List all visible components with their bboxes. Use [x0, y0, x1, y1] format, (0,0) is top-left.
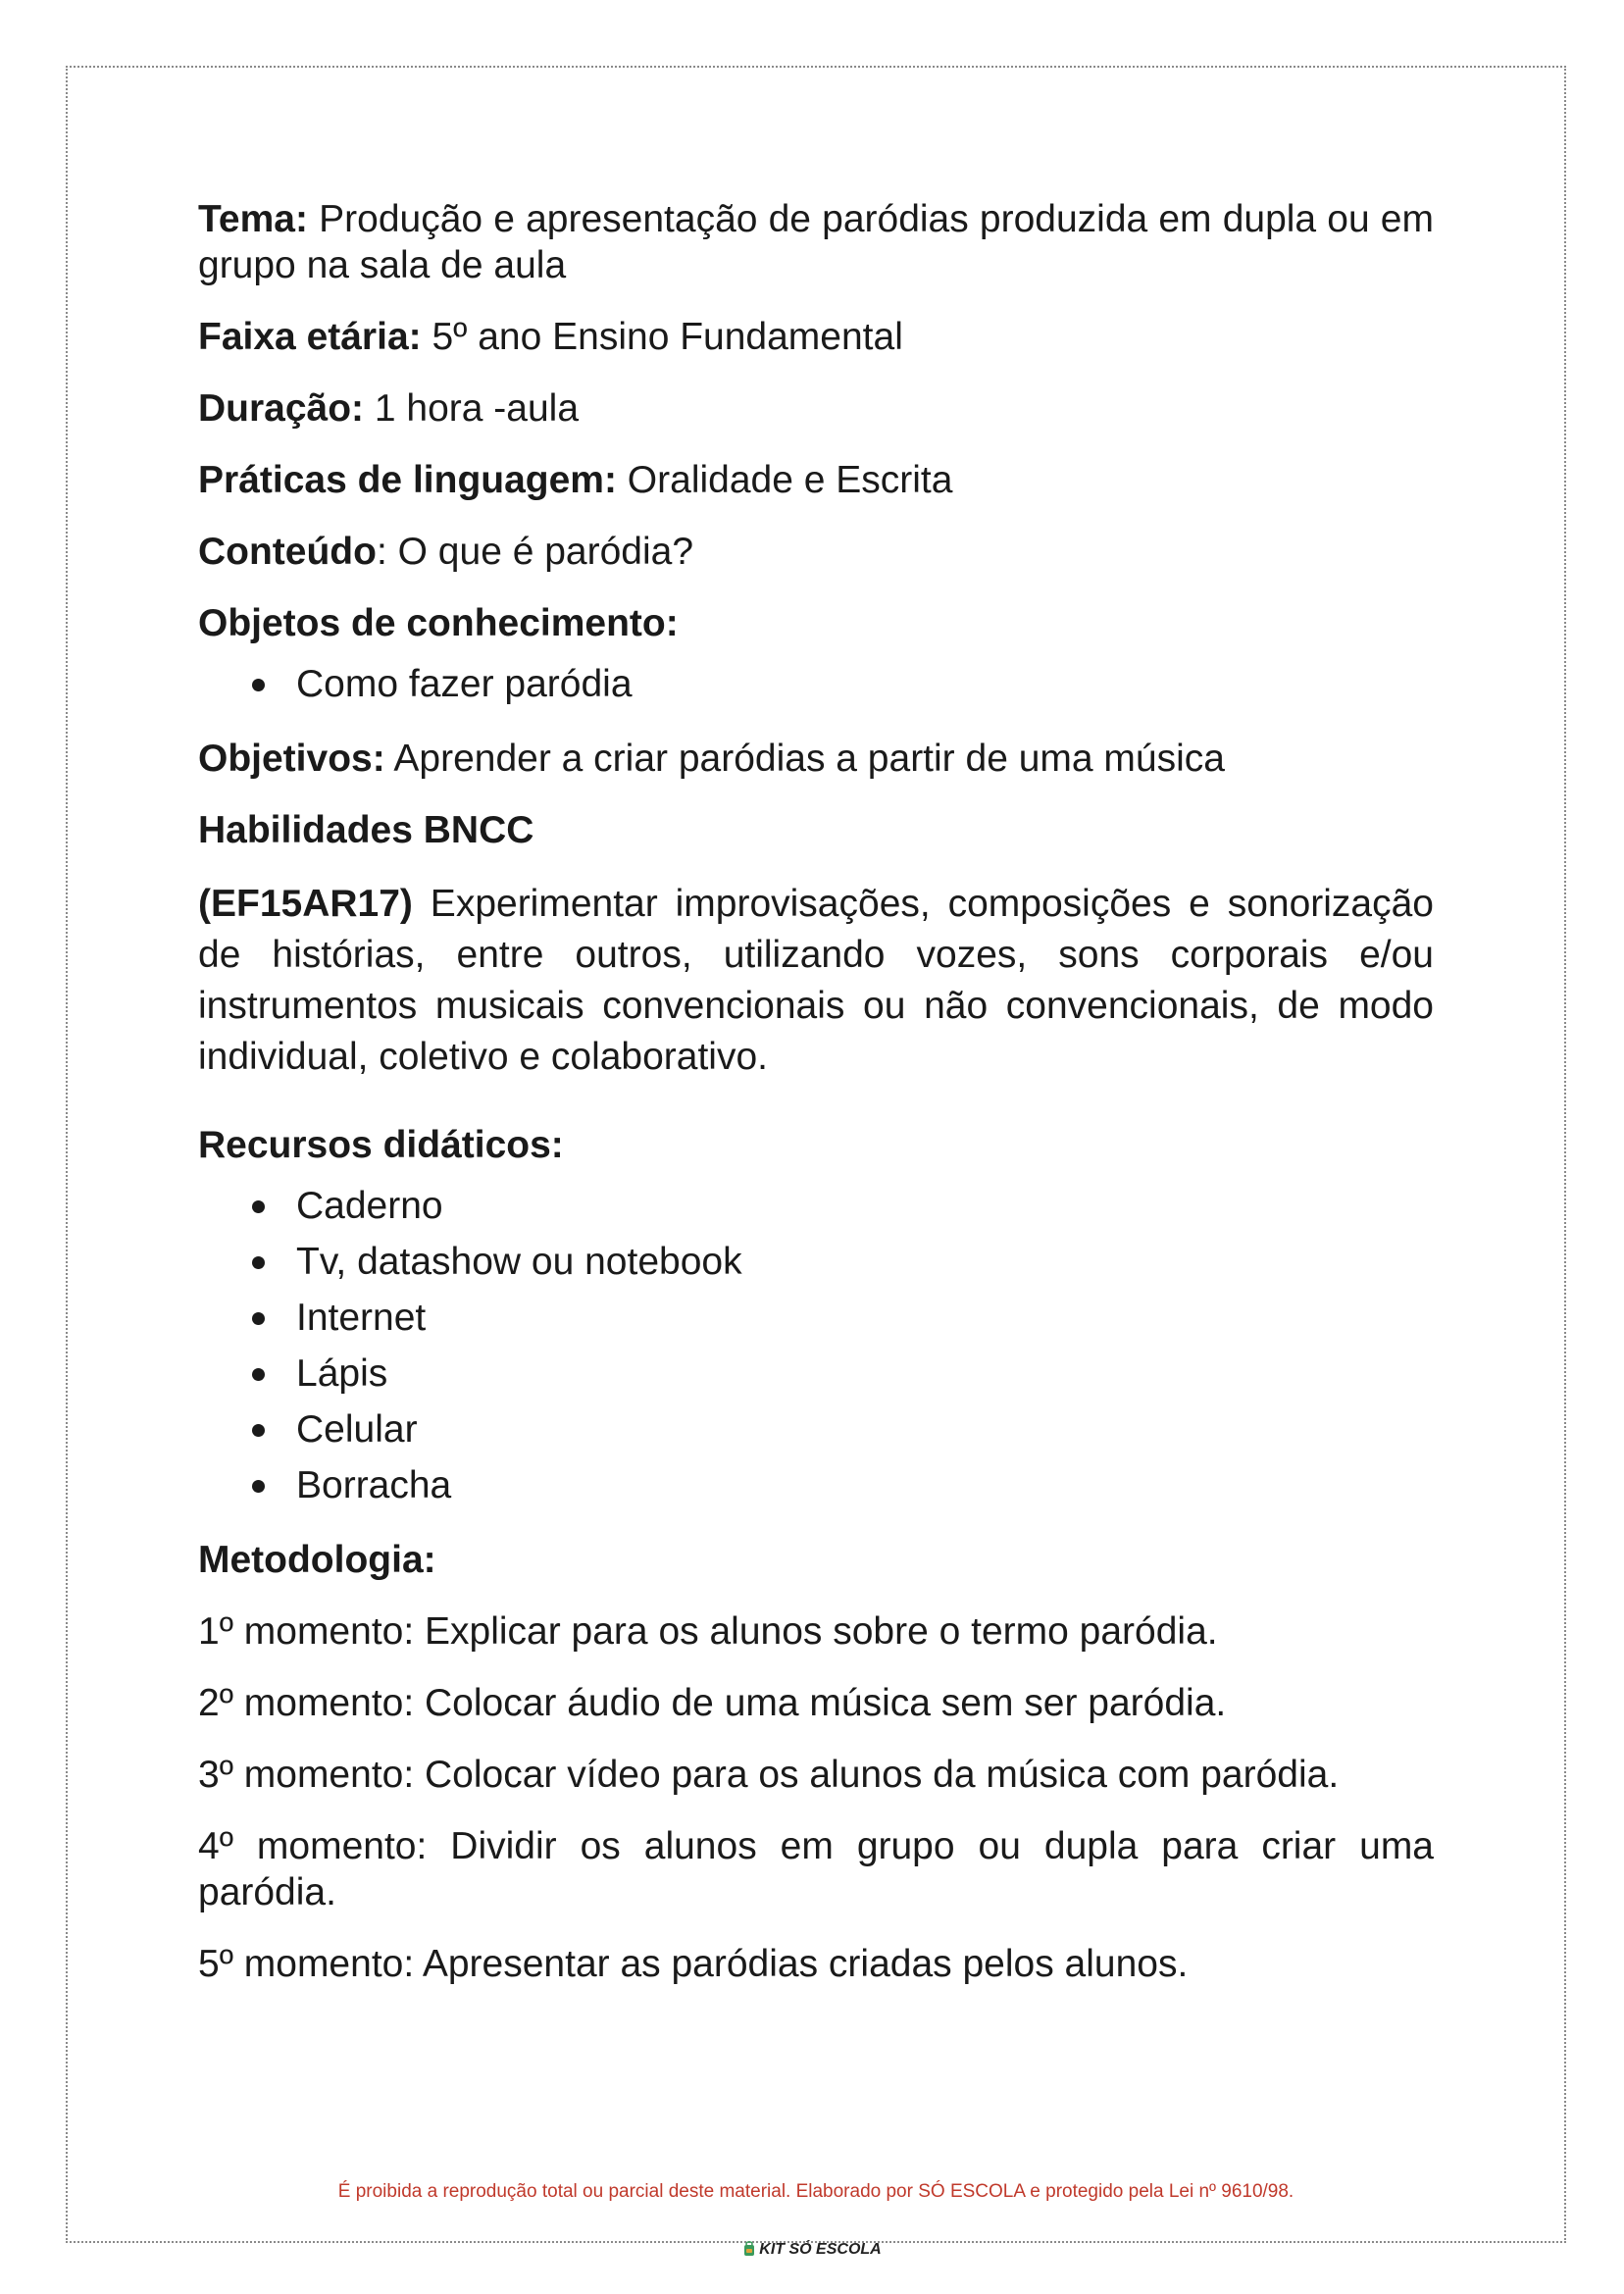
metodologia-step: 3º momento: Colocar vídeo para os alunos da música com paródia.	[198, 1754, 1340, 1796]
list-item: Celular	[249, 1402, 1434, 1457]
brand-logo	[0, 2241, 1624, 2259]
objetivos-label: Objetivos:	[198, 738, 385, 780]
list-item: Tv, datashow ou notebook	[249, 1234, 1434, 1290]
metodologia-label: Metodologia:	[198, 1539, 436, 1581]
duracao-label: Duração:	[198, 387, 365, 430]
habilidade-ef15ar17	[198, 879, 1434, 1083]
objetivos-line	[198, 736, 1434, 782]
objetos-label: Objetos de conhecimento:	[198, 602, 679, 644]
metodologia-step: 4º momento: Dividir os alunos em grupo ou dupla para criar uma paródia.	[198, 1825, 1434, 1913]
recursos-heading	[198, 1122, 1434, 1168]
habilidades-heading	[198, 807, 1434, 853]
conteudo-line	[198, 529, 1434, 575]
conteudo-value: : O que é paródia?	[376, 531, 694, 573]
objetos-list	[198, 656, 1434, 712]
lesson-plan	[198, 196, 1434, 2013]
list-item: Lápis	[249, 1346, 1434, 1402]
duracao-line	[198, 385, 1434, 432]
praticas-value: Oralidade e Escrita	[616, 459, 953, 501]
habilidade-text: Experimentar improvisações, composições e sonorização de histórias, entre outros, utilizando vozes, sons corporais e/ou instrumentos musicais convencionais ou não convencionais, de modo individual, coletivo e colaborativo.	[198, 883, 1434, 1078]
metodologia-step: 1º momento: Explicar para os alunos sobre o termo paródia.	[198, 1610, 1218, 1653]
backpack-icon	[742, 2241, 756, 2257]
tema-line	[198, 196, 1434, 288]
recursos-label: Recursos didáticos:	[198, 1124, 564, 1166]
metodologia-step: 2º momento: Colocar áudio de uma música sem ser paródia.	[198, 1682, 1227, 1724]
conteudo-label: Conteúdo	[198, 531, 377, 573]
list-item: Borracha	[249, 1457, 1434, 1513]
habilidade-code: (EF15AR17)	[198, 883, 413, 925]
faixa-value: 5º ano Ensino Fundamental	[421, 316, 903, 358]
habilidades-label: Habilidades BNCC	[198, 809, 534, 851]
objetos-heading	[198, 600, 1434, 646]
list-item: Como fazer paródia	[249, 656, 1434, 712]
copyright-notice: É proibida a reprodução total ou parcial deste material. Elaborado por SÓ ESCOLA e protegido pela Lei nº 9610/98.	[337, 2181, 1294, 2202]
faixa-line	[198, 314, 1434, 360]
metodologia-heading	[198, 1537, 1434, 1583]
list-item: Internet	[249, 1290, 1434, 1346]
praticas-label: Práticas de linguagem:	[198, 459, 617, 501]
duracao-value: 1 hora -aula	[364, 387, 580, 430]
tema-value: Produção e apresentação de paródias produzida em dupla ou em grupo na sala de aula	[198, 198, 1434, 286]
list-item: Caderno	[249, 1178, 1434, 1234]
objetivos-value: Aprender a criar paródias a partir de uma música	[384, 738, 1225, 780]
metodologia-step: 5º momento: Apresentar as paródias criadas pelos alunos.	[198, 1943, 1189, 1985]
praticas-line	[198, 457, 1434, 503]
recursos-list	[198, 1178, 1434, 1513]
brand-text: KIT SÓ ESCOLA	[759, 2241, 882, 2258]
faixa-label: Faixa etária:	[198, 316, 422, 358]
tema-label: Tema:	[198, 198, 308, 240]
